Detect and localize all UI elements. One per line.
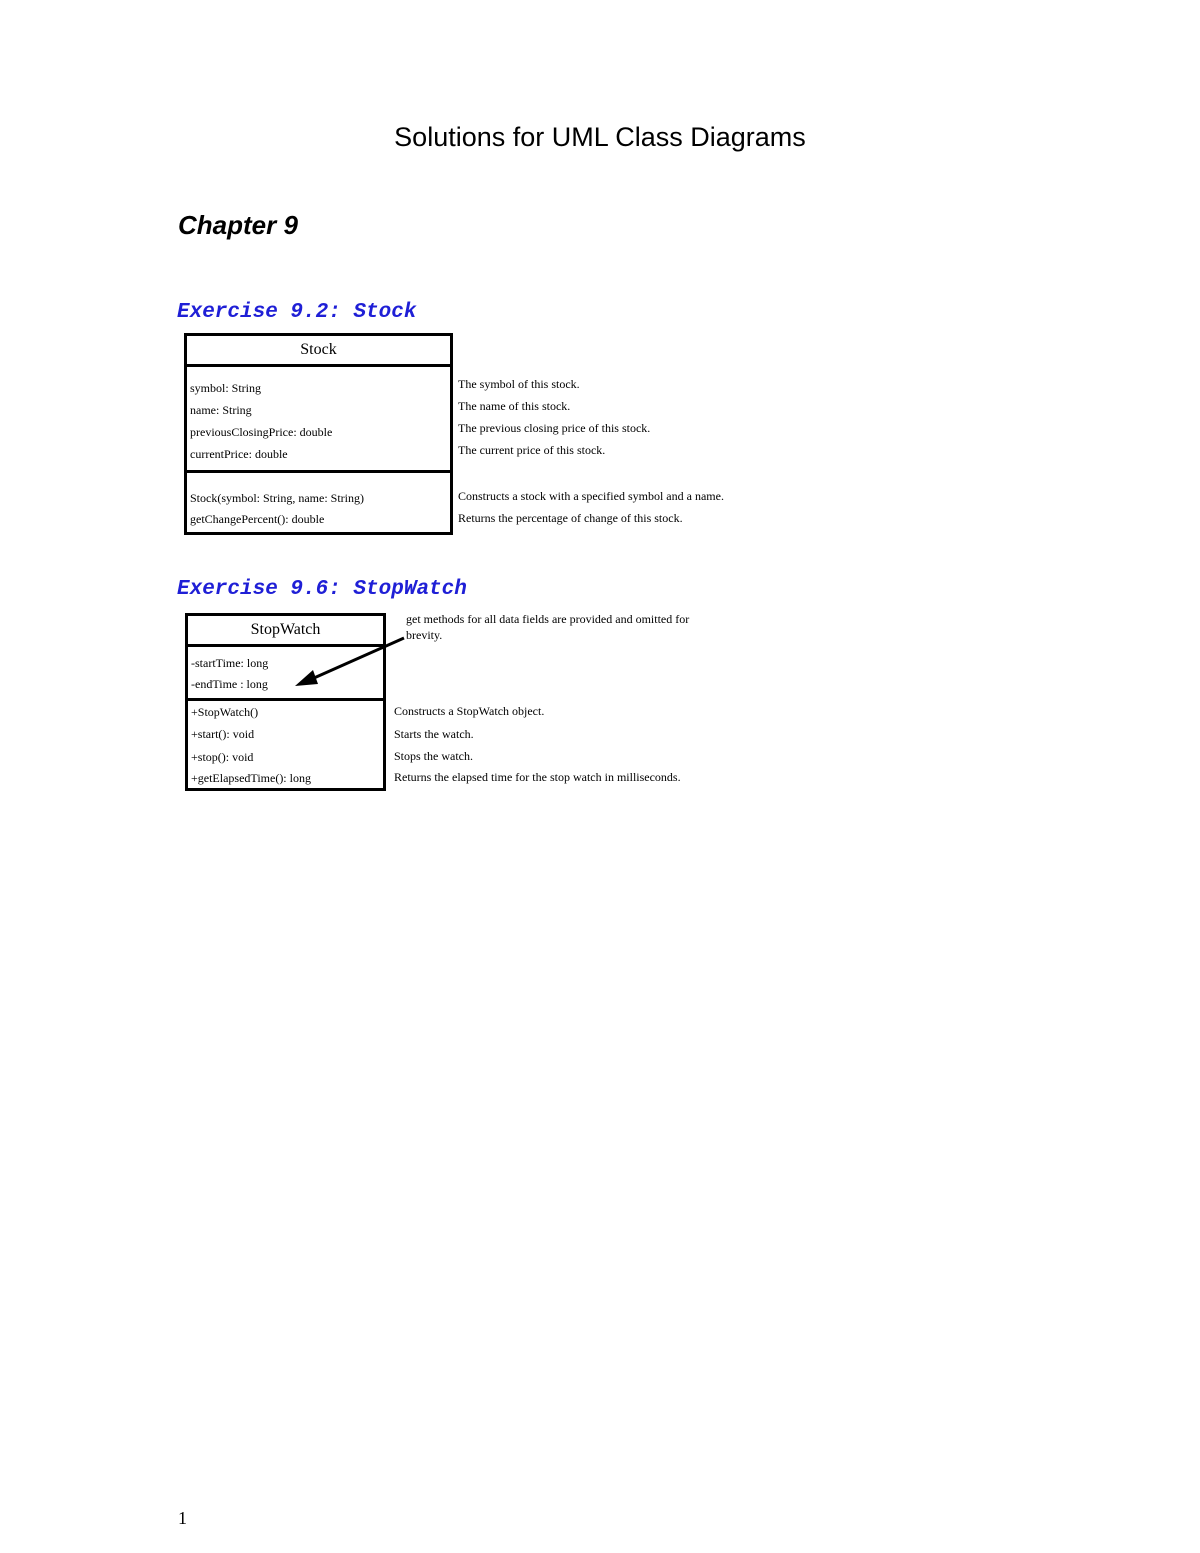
method-note: Returns the elapsed time for the stop watch in milliseconds. xyxy=(394,770,681,784)
field-note: The symbol of this stock. xyxy=(458,377,580,391)
chapter-heading: Chapter 9 xyxy=(178,210,298,240)
method-row: getChangePercent(): double xyxy=(190,512,325,526)
method-row: +StopWatch() xyxy=(191,705,259,719)
exercise-heading-stopwatch: Exercise 9.6: StopWatch xyxy=(177,578,467,601)
field-note: The current price of this stock. xyxy=(458,443,606,457)
method-row: Stock(symbol: String, name: String) xyxy=(190,491,364,505)
class-name-stock: Stock xyxy=(300,341,337,358)
field-row: -startTime: long xyxy=(191,656,269,670)
method-row: +getElapsedTime(): long xyxy=(191,771,311,785)
exercise-heading-stock: Exercise 9.2: Stock xyxy=(177,301,417,324)
annotation-note: brevity. xyxy=(406,628,443,642)
class-name-stopwatch: StopWatch xyxy=(250,621,321,638)
method-row: +stop(): void xyxy=(191,750,254,764)
field-note: The previous closing price of this stock. xyxy=(458,421,651,435)
method-note: Constructs a stock with a specified symbol and a name. xyxy=(458,489,724,503)
field-row: name: String xyxy=(190,403,252,417)
page-number: 1 xyxy=(178,1508,187,1528)
method-note: Constructs a StopWatch object. xyxy=(394,704,545,718)
field-row: previousClosingPrice: double xyxy=(190,425,333,439)
method-note: Returns the percentage of change of this stock. xyxy=(458,511,683,525)
field-row: symbol: String xyxy=(190,381,262,395)
document-title: Solutions for UML Class Diagrams xyxy=(394,122,806,152)
field-row: -endTime : long xyxy=(191,677,268,691)
arrow-head-icon xyxy=(295,670,318,686)
method-note: Starts the watch. xyxy=(394,727,474,741)
field-row: currentPrice: double xyxy=(190,447,288,461)
method-note: Stops the watch. xyxy=(394,749,473,763)
arrow-line xyxy=(305,638,404,682)
annotation-note: get methods for all data fields are provided and omitted for xyxy=(406,612,690,626)
method-row: +start(): void xyxy=(191,727,255,741)
field-note: The name of this stock. xyxy=(458,399,571,413)
